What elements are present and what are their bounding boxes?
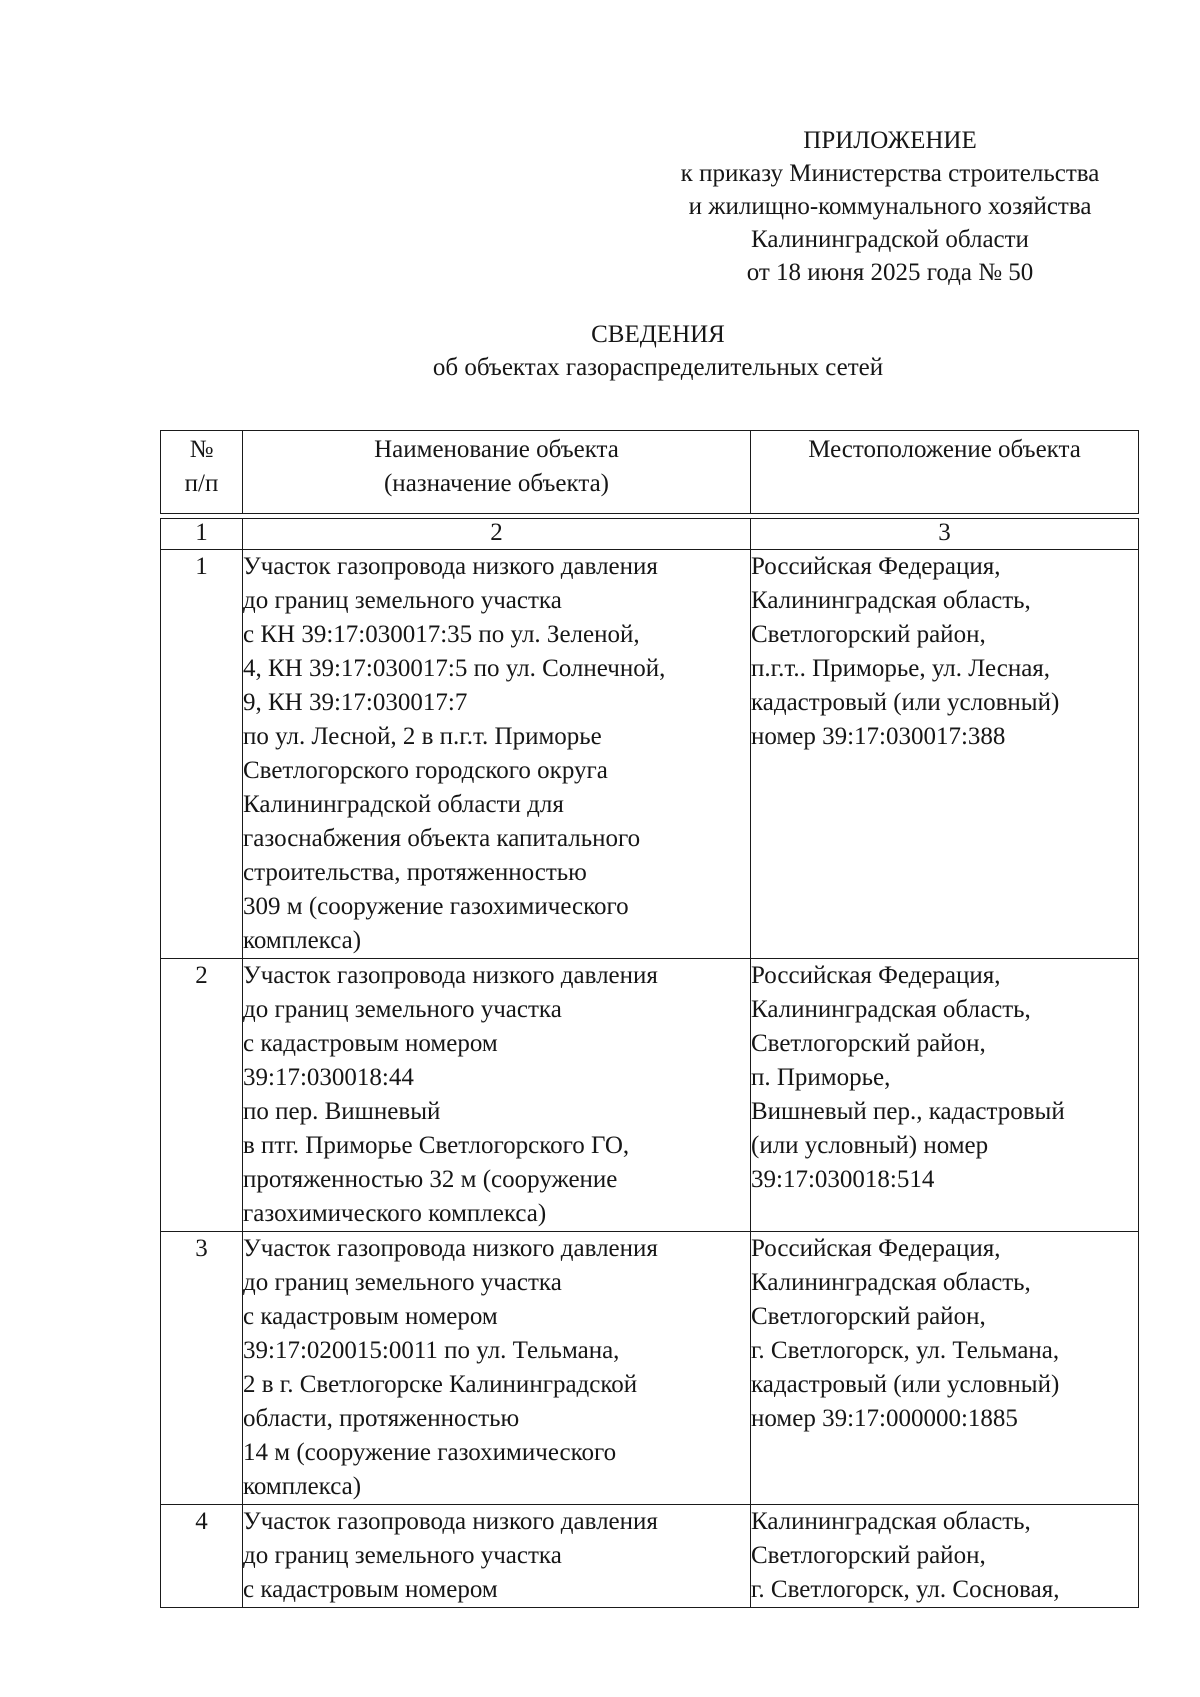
object-name-cell [243,550,751,959]
object-name-line: до границ земельного участка [243,587,562,614]
object-name-cell [243,1505,751,1608]
object-name-line: с КН 39:17:030017:35 по ул. Зеленой, [243,621,640,648]
row-number: 3 [161,1232,243,1505]
appendix-title: ПРИЛОЖЕНИЕ [803,127,977,154]
object-location-line: Российская Федерация, [751,962,1001,989]
table-row [161,1505,1139,1608]
object-location-line: Российская Федерация, [751,1235,1001,1262]
column-number: 1 [161,519,243,550]
object-name-line: газоснабжения объекта капитального [243,825,641,852]
object-name-cell [243,959,751,1232]
object-name-line: с кадастровым номером [243,1303,498,1330]
object-location-line: 39:17:030018:514 [751,1166,935,1193]
gas-network-objects-table [160,430,1139,1608]
object-name-line: Светлогорского городского округа [243,757,608,784]
object-location-line: г. Светлогорск, ул. Тельмана, [751,1337,1060,1364]
object-name-line: с кадастровым номером [243,1030,498,1057]
column-numbers-row [161,519,1139,550]
appendix-header [640,124,1140,289]
object-name-line: комплекса) [243,927,362,954]
object-name-line: 2 в г. Светлогорске Калининградской [243,1371,638,1398]
object-location-cell [751,550,1139,959]
object-location-line: Калининградская область, [751,1269,1031,1296]
object-location-line: Калининградская область, [751,996,1031,1023]
object-name-line: до границ земельного участка [243,1542,562,1569]
object-name-line: Участок газопровода низкого давления [243,1235,658,1262]
object-location-line: Калининградская область, [751,587,1031,614]
object-name-cell [243,1232,751,1505]
object-name-line: 39:17:020015:0011 по ул. Тельмана, [243,1337,620,1364]
row-number: 1 [161,550,243,959]
object-location-line: (или условный) номер [751,1132,989,1159]
object-name-line: 14 м (сооружение газохимического [243,1439,617,1466]
appendix-line: Калининградской области [751,226,1029,253]
object-name-line: 4, КН 39:17:030017:5 по ул. Солнечной, [243,655,666,682]
object-name-line: по пер. Вишневый [243,1098,441,1125]
document-subtitle: об объектах газораспределительных сетей [432,354,884,381]
object-location-line: номер 39:17:000000:1885 [751,1405,1018,1432]
header-object-location: Местоположение объекта [751,431,1139,514]
object-name-line: Участок газопровода низкого давления [243,1508,658,1535]
object-location-line: кадастровый (или условный) [751,689,1060,716]
appendix-line: к приказу Министерства строительства [680,160,1100,187]
appendix-line: от 18 июня 2025 года № 50 [746,259,1034,286]
table-header-row [161,431,1139,514]
header-object-name: Наименование объекта (назначение объекта) [243,431,751,514]
appendix-line: и жилищно-коммунального хозяйства [688,193,1092,220]
object-location-line: Светлогорский район, [751,1542,986,1569]
column-number: 2 [243,519,751,550]
object-location-line: номер 39:17:030017:388 [751,723,1006,750]
object-location-line: Светлогорский район, [751,1303,986,1330]
object-name-line: протяженностью 32 м (сооружение [243,1166,618,1193]
object-location-cell [751,1505,1139,1608]
document-title: СВЕДЕНИЯ [591,321,725,348]
object-name-line: 9, КН 39:17:030017:7 [243,689,468,716]
object-location-line: Российская Федерация, [751,553,1001,580]
object-location-line: Светлогорский район, [751,621,986,648]
object-name-line: 309 м (сооружение газохимического [243,893,629,920]
document-title-block [0,318,1200,384]
table-row [161,550,1139,959]
object-name-line: в птг. Приморье Светлогорского ГО, [243,1132,630,1159]
object-location-line: кадастровый (или условный) [751,1371,1060,1398]
row-number: 2 [161,959,243,1232]
object-name-line: Участок газопровода низкого давления [243,553,658,580]
object-name-line: по ул. Лесной, 2 в п.г.т. Приморье [243,723,602,750]
object-name-line: газохимического комплекса) [243,1200,547,1227]
object-location-line: Светлогорский район, [751,1030,986,1057]
object-name-line: с кадастровым номером [243,1576,498,1603]
object-name-line: до границ земельного участка [243,1269,562,1296]
object-location-line: п. Приморье, [751,1064,891,1091]
object-name-line: 39:17:030018:44 [243,1064,414,1091]
object-name-line: строительства, протяженностью [243,859,587,886]
object-name-line: Участок газопровода низкого давления [243,962,658,989]
header-number: № п/п [161,431,243,514]
table-row [161,959,1139,1232]
object-location-cell [751,959,1139,1232]
column-number: 3 [751,519,1139,550]
object-location-cell [751,1232,1139,1505]
table-body [161,550,1139,1608]
object-name-line: до границ земельного участка [243,996,562,1023]
object-location-line: Вишневый пер., кадастровый [751,1098,1065,1125]
object-name-line: области, протяженностью [243,1405,520,1432]
object-name-line: комплекса) [243,1473,362,1500]
object-location-line: п.г.т.. Приморье, ул. Лесная, [751,655,1051,682]
row-number: 4 [161,1505,243,1608]
object-name-line: Калининградской области для [243,791,564,818]
object-location-line: Калининградская область, [751,1508,1031,1535]
table-row [161,1232,1139,1505]
object-location-line: г. Светлогорск, ул. Сосновая, [751,1576,1060,1603]
